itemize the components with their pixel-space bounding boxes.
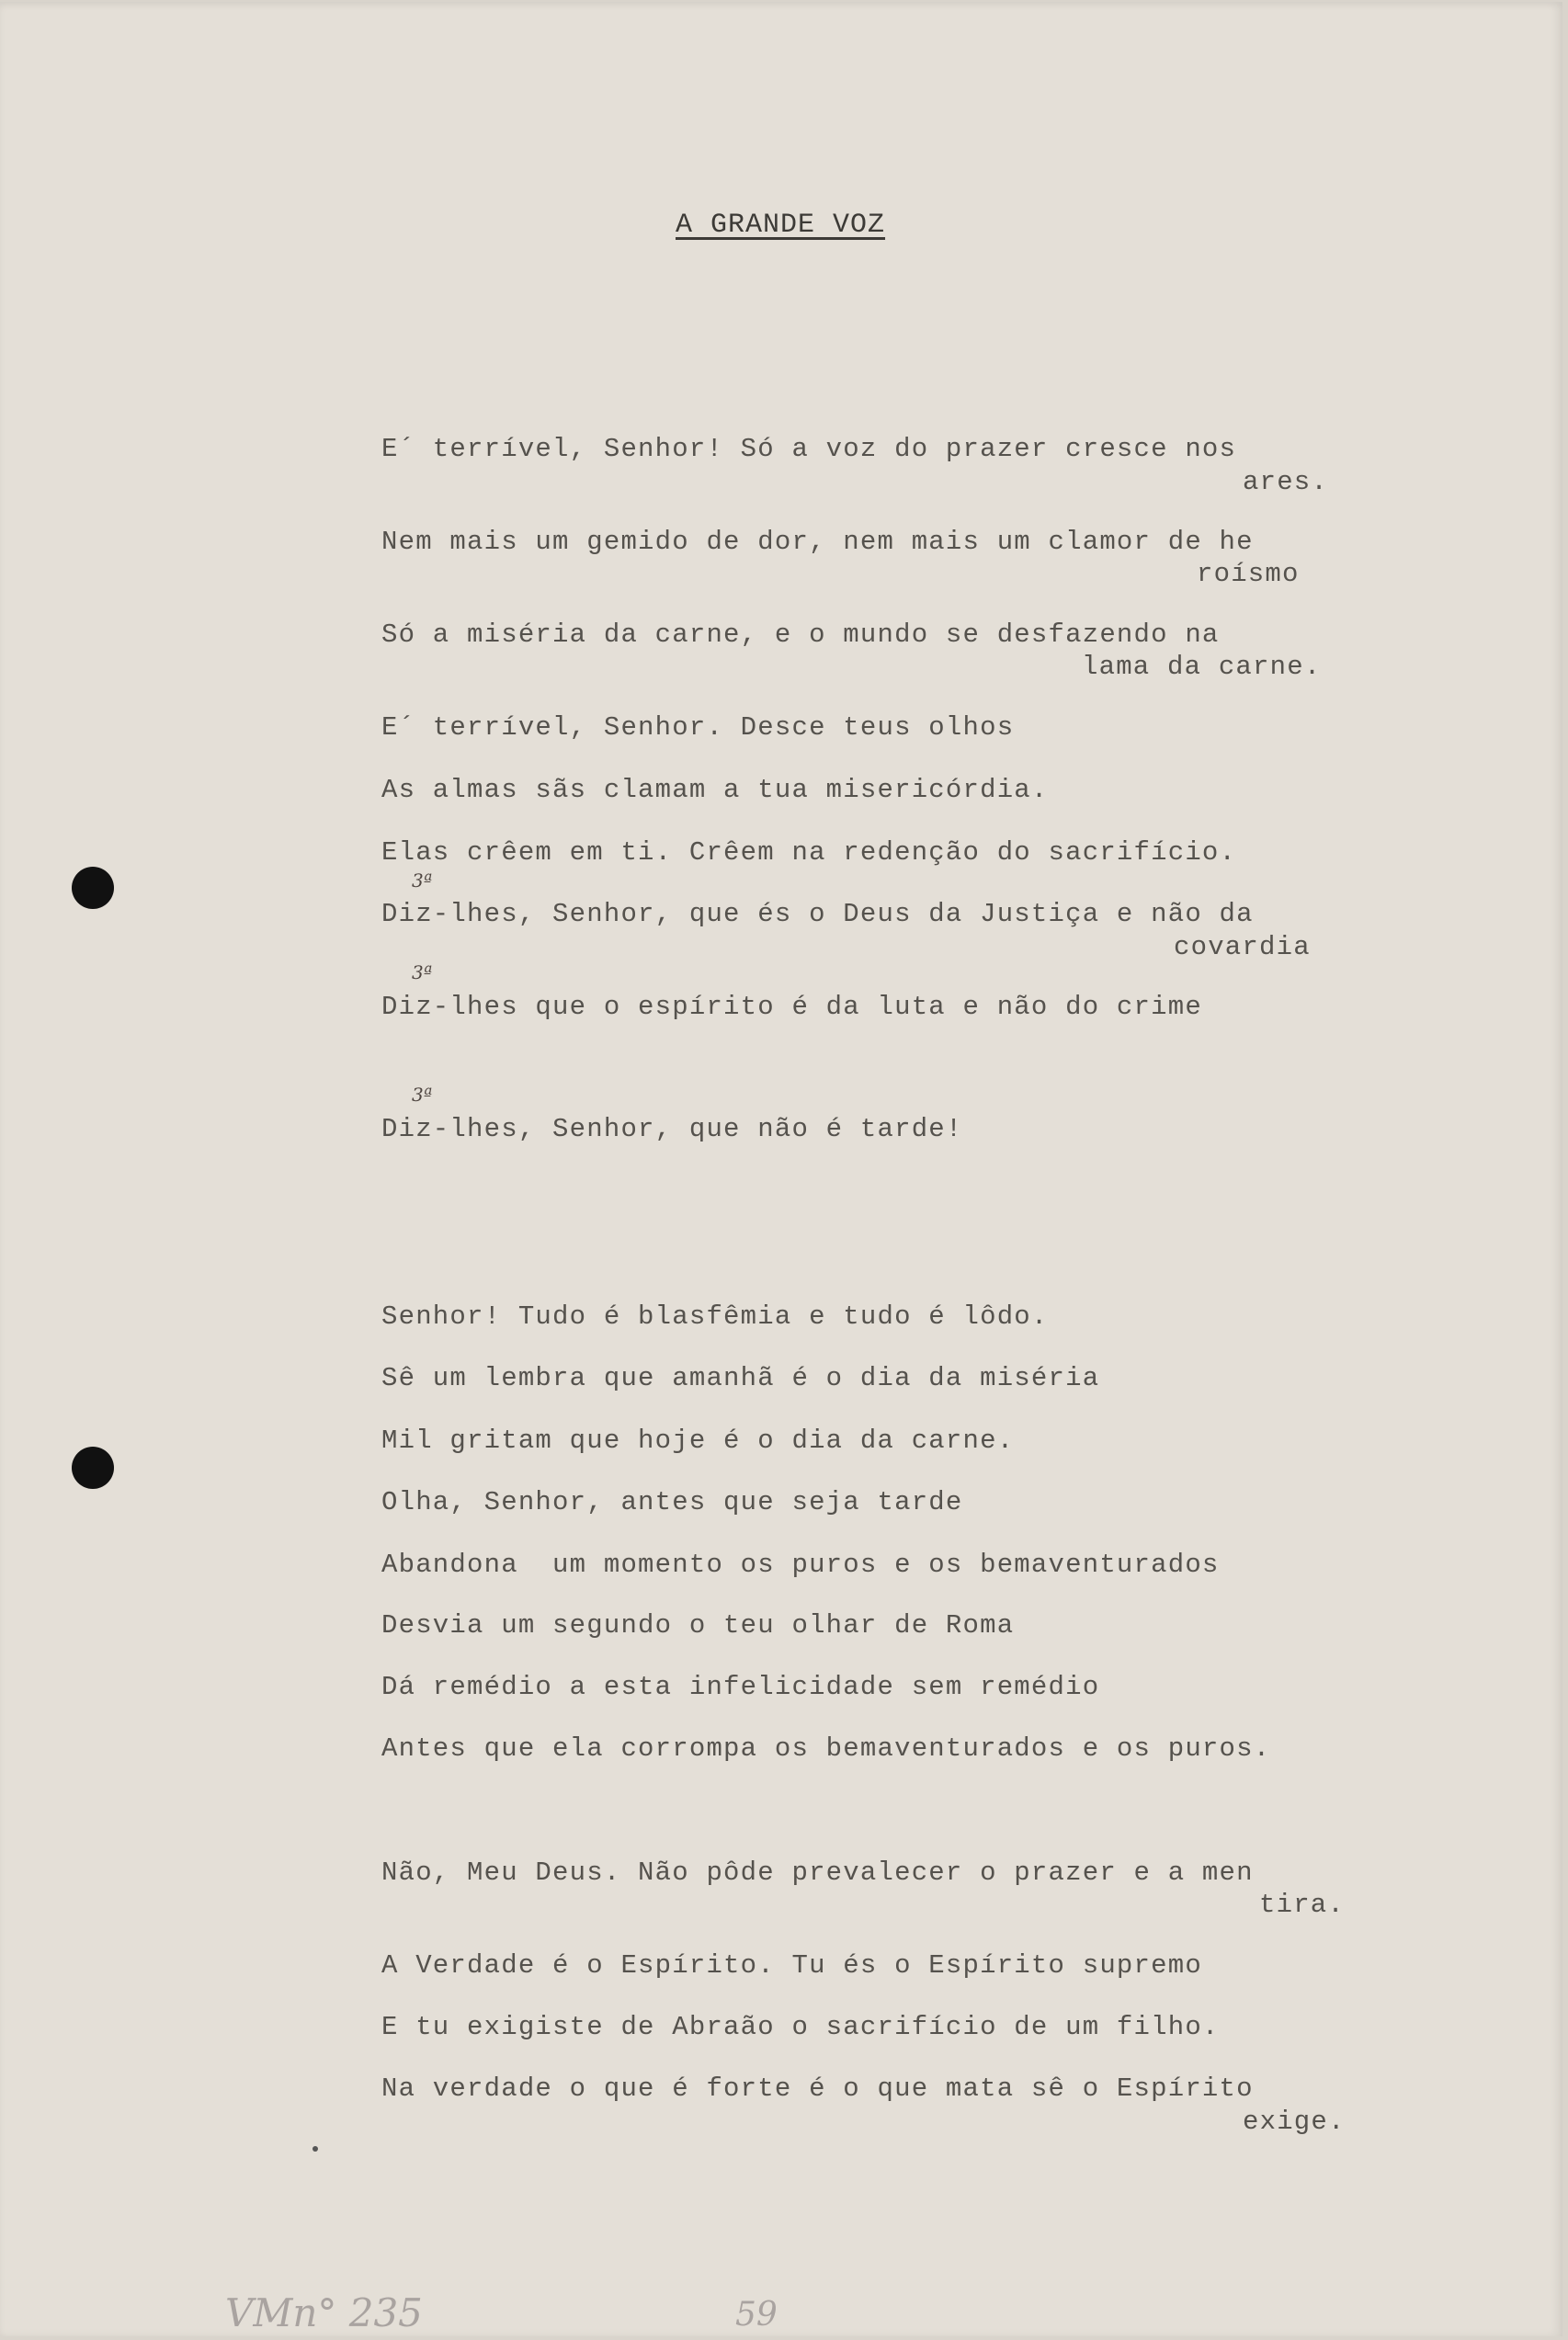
poem-line: Desvia um segundo o teu olhar de Roma <box>381 1610 1015 1641</box>
handwritten-correction-mark: 3ª <box>412 869 433 892</box>
poem-line: Abandona um momento os puros e os bemaventurados <box>381 1550 1220 1580</box>
poem-line: Mil gritam que hoje é o dia da carne. <box>381 1426 1015 1456</box>
poem-line: Na verdade o que é forte é o que mata sê o Espírito <box>381 2073 1254 2104</box>
poem-line: E tu exigiste de Abraão o sacrifício de um filho. <box>381 2012 1220 2042</box>
poem-line: Olha, Senhor, antes que seja tarde <box>381 1487 963 1517</box>
poem-line: A Verdade é o Espírito. Tu és o Espírito supremo <box>381 1950 1202 1981</box>
poem-line: Dá remédio a esta infelicidade sem remédio <box>381 1672 1100 1702</box>
poem-line: E´ terrível, Senhor! Só a voz do prazer cresce nos <box>381 434 1237 464</box>
poem-line: Não, Meu Deus. Não pôde prevalecer o prazer e a men <box>381 1857 1254 1888</box>
poem-line: Nem mais um gemido de dor, nem mais um clamor de he <box>381 527 1254 557</box>
poem-line: Diz-lhes que o espírito é da luta e não do crime <box>381 992 1202 1022</box>
handwritten-correction-mark: 3ª <box>412 1084 433 1106</box>
poem-line: Sê um lembra que amanhã é o dia da miséria <box>381 1363 1100 1393</box>
poem-line-continuation: ares. <box>1243 467 1329 497</box>
binder-hole-top <box>72 867 114 909</box>
poem-line: Antes que ela corrompa os bemaventurados e os puros. <box>381 1733 1271 1764</box>
poem-line: Diz-lhes, Senhor, que não é tarde! <box>381 1114 963 1144</box>
poem-line: As almas sãs clamam a tua misericórdia. <box>381 775 1049 805</box>
handwritten-page-number: 59 <box>735 2296 778 2334</box>
manuscript-page <box>0 2 1562 2336</box>
poem-line: Senhor! Tudo é blasfêmia e tudo é lôdo. <box>381 1301 1049 1332</box>
paper-speck <box>312 2146 318 2152</box>
poem-line-continuation: tira. <box>1259 1890 1346 1920</box>
poem-line: Elas crêem em ti. Crêem na redenção do sacrifício. <box>381 837 1237 868</box>
poem-line: Diz-lhes, Senhor, que és o Deus da Justiça e não da <box>381 899 1254 929</box>
poem-line-continuation: lama da carne. <box>1082 652 1322 682</box>
poem-line-continuation: exige. <box>1243 2107 1346 2137</box>
poem-title: A GRANDE VOZ <box>676 210 886 241</box>
poem-line-continuation: covardia <box>1174 932 1311 962</box>
poem-line: E´ terrível, Senhor. Desce teus olhos <box>381 712 1015 743</box>
handwritten-correction-mark: 3ª <box>412 961 433 983</box>
poem-line: Só a miséria da carne, e o mundo se desfazendo na <box>381 619 1220 650</box>
poem-line-continuation: roísmo <box>1197 559 1300 589</box>
binder-hole-bottom <box>72 1447 114 1489</box>
handwritten-archive-reference: VMn° 235 <box>225 2290 423 2335</box>
